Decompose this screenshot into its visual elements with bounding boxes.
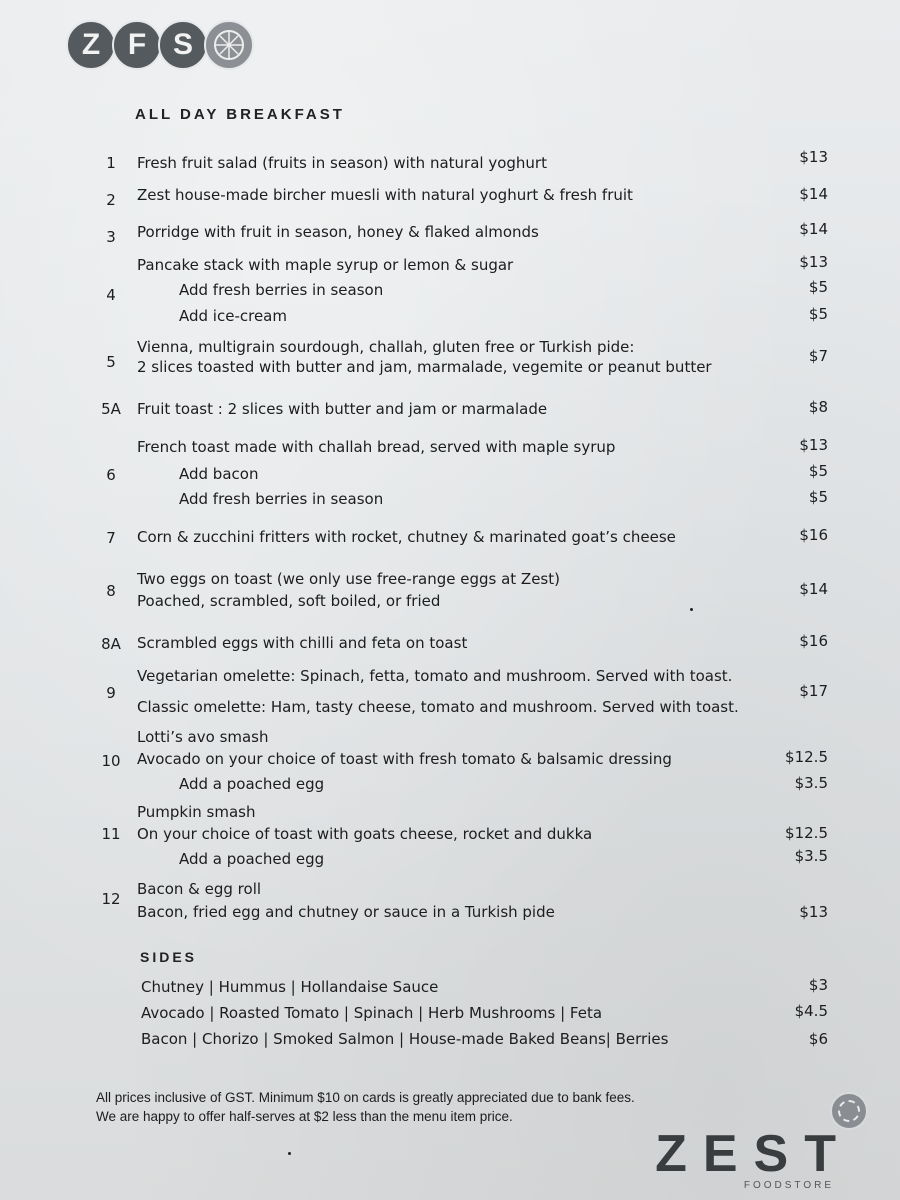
side-description: Bacon | Chorizo | Smoked Salmon | House-made Baked Beans| Berries [141, 1030, 669, 1048]
logo-letter-z: Z [66, 20, 116, 70]
footer-notes [96, 1088, 635, 1126]
item-price: $13 [799, 436, 828, 454]
item-description: Porridge with fruit in season, honey & flaked almonds [137, 223, 539, 241]
ink-speck [288, 1152, 291, 1155]
zfs-logo [66, 20, 250, 70]
item-description: Pancake stack with maple syrup or lemon & sugar [137, 256, 514, 274]
item-description: French toast made with challah bread, served with maple syrup [137, 438, 616, 456]
item-addon: Add a poached egg [179, 850, 325, 868]
item-number: 7 [106, 529, 116, 547]
item-description: On your choice of toast with goats cheese, rocket and dukka [137, 825, 593, 843]
item-addon: Add a poached egg [179, 775, 325, 793]
item-number: 4 [106, 286, 116, 304]
item-description: Two eggs on toast (we only use free-range eggs at Zest) [137, 570, 560, 588]
logo-letter-f: F [112, 20, 162, 70]
addon-price: $3.5 [794, 774, 828, 792]
side-price: $4.5 [794, 1002, 828, 1020]
item-description: Avocado on your choice of toast with fresh tomato & balsamic dressing [137, 750, 672, 768]
side-price: $6 [808, 1030, 828, 1048]
item-description: Scrambled eggs with chilli and feta on toast [137, 634, 468, 652]
item-price: $12.5 [785, 824, 828, 842]
citrus-slice-icon [204, 20, 254, 70]
item-description: Classic omelette: Ham, tasty cheese, tomato and mushroom. Served with toast. [137, 698, 739, 716]
section-title-sides: SIDES [140, 949, 198, 965]
item-description: Vienna, multigrain sourdough, challah, gluten free or Turkish pide: [137, 338, 635, 356]
item-number: 12 [101, 890, 121, 908]
item-number: 8 [106, 582, 116, 600]
item-price: $14 [799, 185, 828, 203]
addon-price: $5 [808, 278, 828, 296]
item-description: Corn & zucchini fritters with rocket, chutney & marinated goat’s cheese [137, 528, 676, 546]
item-description: Fruit toast : 2 slices with butter and jam or marmalade [137, 400, 548, 418]
item-number: 2 [106, 191, 116, 209]
item-number: 6 [106, 466, 116, 484]
zest-foodstore-logo [655, 1125, 852, 1191]
item-description: Zest house-made bircher muesli with natural yoghurt & fresh fruit [137, 186, 633, 204]
side-price: $3 [808, 976, 828, 994]
item-price: $16 [799, 526, 828, 544]
item-price: $13 [799, 148, 828, 166]
item-description: Bacon, fried egg and chutney or sauce in a Turkish pide [137, 903, 555, 921]
item-number: 3 [106, 228, 116, 246]
section-title-all-day-breakfast: ALL DAY BREAKFAST [135, 106, 345, 123]
item-description: Vegetarian omelette: Spinach, fetta, tomato and mushroom. Served with toast. [137, 667, 733, 685]
item-description: Poached, scrambled, soft boiled, or fried [137, 592, 441, 610]
item-addon: Add fresh berries in season [179, 281, 384, 299]
item-price: $14 [799, 580, 828, 598]
item-addon: Add ice-cream [179, 307, 287, 325]
brand-name: ZEST [655, 1125, 852, 1183]
item-price: $12.5 [785, 748, 828, 766]
half-serve-note: We are happy to offer half-serves at $2 less than the menu item price. [96, 1109, 513, 1124]
item-description: Bacon & egg roll [137, 880, 262, 898]
item-number: 9 [106, 684, 116, 702]
item-number: 1 [106, 154, 116, 172]
side-description: Avocado | Roasted Tomato | Spinach | Herb Mushrooms | Feta [141, 1004, 603, 1022]
side-description: Chutney | Hummus | Hollandaise Sauce [141, 978, 439, 996]
item-price: $16 [799, 632, 828, 650]
item-price: $13 [799, 253, 828, 271]
item-price: $7 [808, 347, 828, 365]
item-description: 2 slices toasted with butter and jam, marmalade, vegemite or peanut butter [137, 358, 712, 376]
ink-speck [690, 608, 693, 611]
item-description: Fresh fruit salad (fruits in season) with natural yoghurt [137, 154, 547, 172]
item-price: $14 [799, 220, 828, 238]
item-addon: Add fresh berries in season [179, 490, 384, 508]
item-number: 8A [101, 635, 121, 653]
addon-price: $5 [808, 488, 828, 506]
item-addon: Add bacon [179, 465, 259, 483]
addon-price: $5 [808, 462, 828, 480]
item-price: $13 [799, 903, 828, 921]
item-number: 11 [101, 825, 121, 843]
logo-letter-s: S [158, 20, 208, 70]
gst-note: All prices inclusive of GST. Minimum $10 on cards is greatly appreciated due to bank fees. [96, 1090, 635, 1105]
item-description: Lotti’s avo smash [137, 728, 269, 746]
item-price: $17 [799, 682, 828, 700]
item-description: Pumpkin smash [137, 803, 256, 821]
addon-price: $5 [808, 305, 828, 323]
item-number: 5A [101, 400, 121, 418]
item-number: 10 [101, 752, 121, 770]
item-price: $8 [808, 398, 828, 416]
brand-subtitle: FOODSTORE [743, 1180, 834, 1191]
item-number: 5 [106, 353, 116, 371]
addon-price: $3.5 [794, 847, 828, 865]
